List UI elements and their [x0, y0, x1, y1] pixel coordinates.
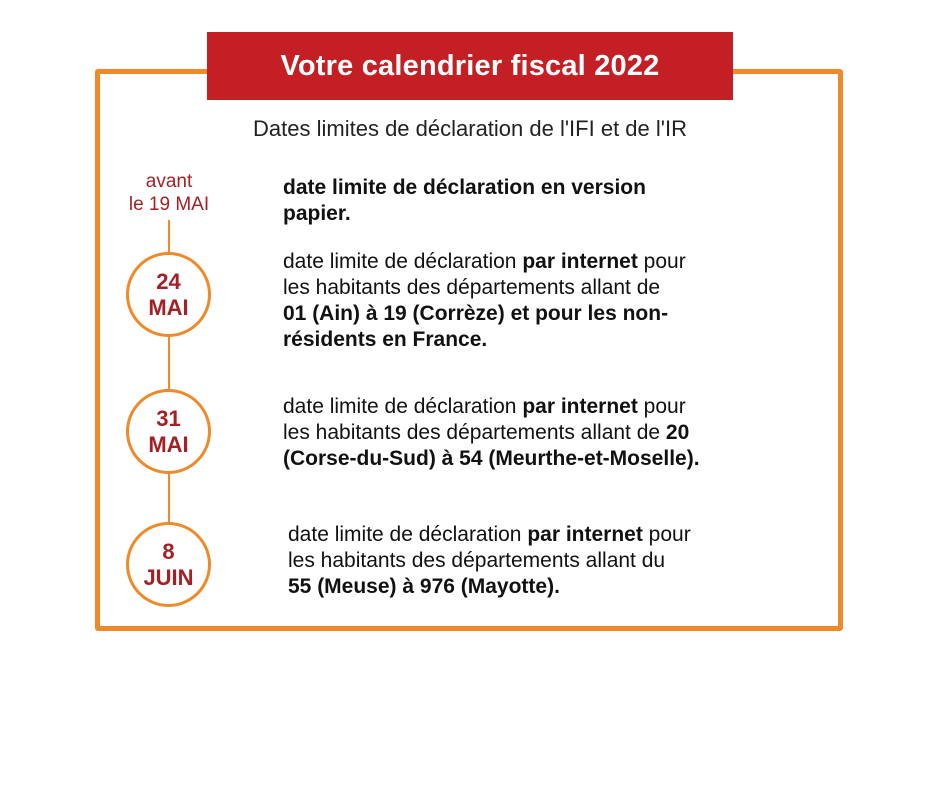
page-subtitle: Dates limites de déclaration de l'IFI et de l'IR: [253, 116, 687, 141]
entry-line: les habitants des départements allant de: [283, 276, 661, 299]
timeline-connector: [168, 337, 170, 389]
entry-online-deadline-8-juin: [288, 522, 691, 600]
date-circle-8-juin: [126, 522, 211, 607]
entry-paper-deadline: [283, 175, 646, 227]
entry-line: résidents en France.: [283, 328, 488, 351]
entry-line: date limite de déclaration par internet pour: [288, 523, 691, 546]
entry-line: date limite de déclaration par internet pour: [283, 250, 686, 273]
entry-line: date limite de déclaration en version: [283, 176, 646, 199]
date-day: 31: [156, 405, 181, 431]
entry-online-deadline-24-mai: [283, 249, 686, 353]
before-date-line1: avant: [145, 171, 193, 192]
date-day: 24: [156, 268, 181, 294]
date-month: MAI: [148, 431, 189, 457]
title-banner: [207, 32, 733, 100]
entry-line: les habitants des départements allant du: [288, 549, 666, 572]
entry-online-deadline-31-mai: [283, 394, 700, 472]
entry-line: les habitants des départements allant de 20: [283, 421, 690, 444]
entry-line: 01 (Ain) à 19 (Corrèze) et pour les non-: [283, 302, 669, 325]
before-date-line2: le 19 MAI: [128, 194, 210, 215]
date-day: 8: [162, 538, 175, 564]
entry-line: date limite de déclaration par internet pour: [283, 395, 686, 418]
entry-line: papier.: [283, 202, 351, 225]
date-circle-24-mai: [126, 252, 211, 337]
before-date-label: [108, 170, 230, 216]
date-circle-31-mai: [126, 389, 211, 474]
entry-line: 55 (Meuse) à 976 (Mayotte).: [288, 575, 560, 598]
timeline-connector: [168, 474, 170, 528]
date-month: MAI: [148, 294, 189, 320]
timeline-connector: [168, 220, 170, 252]
page-title: Votre calendrier fiscal 2022: [280, 49, 660, 82]
date-month: JUIN: [143, 564, 194, 590]
entry-line: (Corse-du-Sud) à 54 (Meurthe-et-Moselle).: [283, 447, 700, 470]
